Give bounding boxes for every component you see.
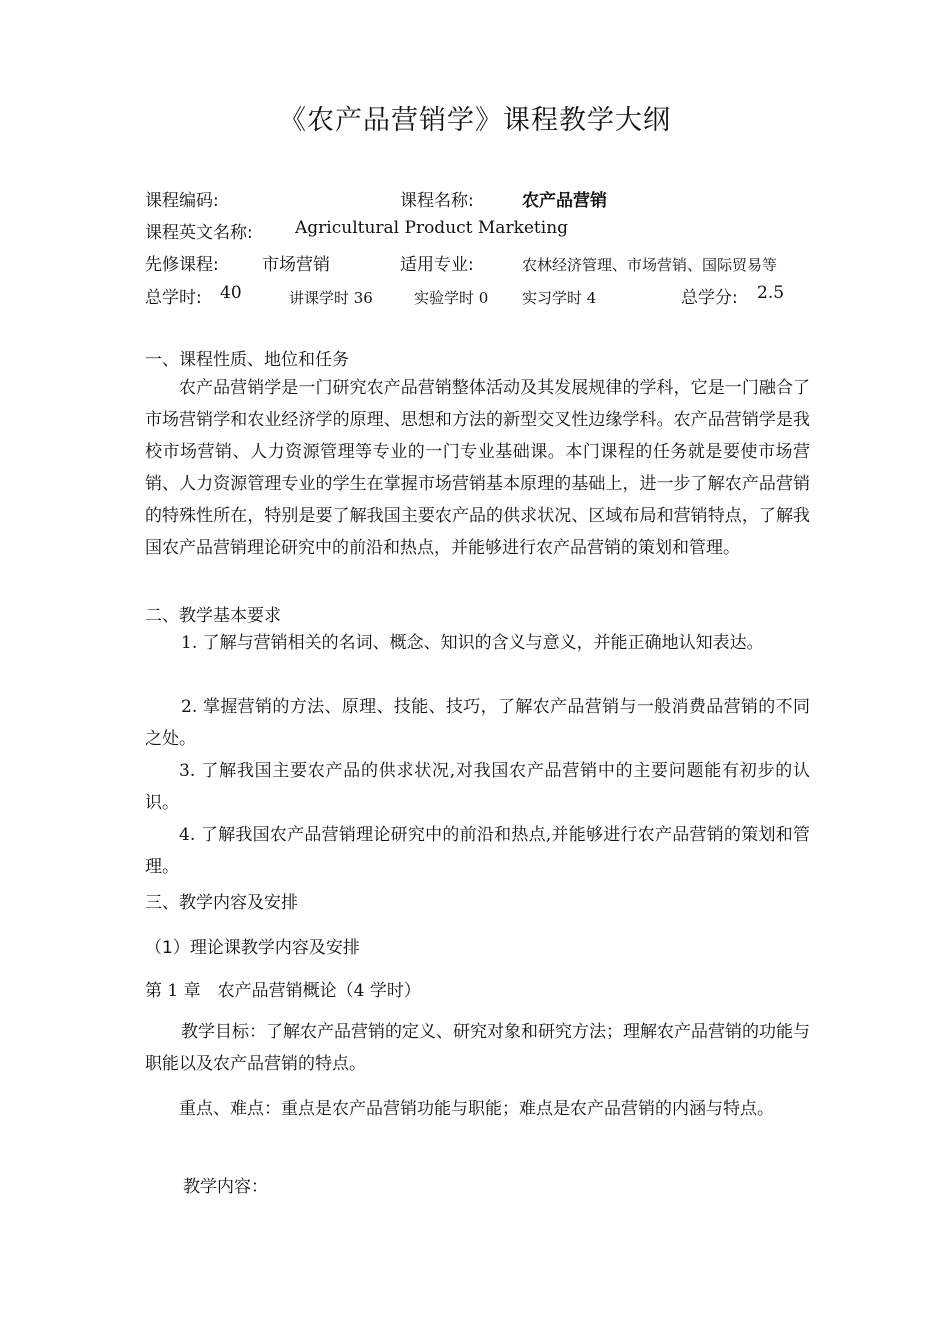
total-hours-value: 40: [220, 283, 242, 303]
total-credit-value: 2.5: [757, 283, 785, 303]
lecture-hours: 讲课学时 36: [289, 289, 373, 307]
teaching-goal: 教学目标：了解农产品营销的定义、研究对象和研究方法；理解农产品营销的功能与职能以及农产品营销的特点。: [145, 1022, 810, 1074]
prerequisite-value: 市场营销: [262, 255, 330, 275]
prerequisite-label: 先修课程:: [145, 255, 219, 275]
requirement-1: 1. 了解与营销相关的名词、概念、知识的含义与意义，并能正确地认知表达。: [181, 633, 764, 653]
course-code-label: 课程编码:: [145, 191, 219, 211]
course-name-value: 农产品营销: [522, 191, 607, 211]
practice-hours: 实习学时 4: [522, 289, 597, 307]
key-points: 重点、难点：重点是农产品营销功能与职能；难点是农产品营销的内涵与特点。: [179, 1099, 774, 1119]
applicable-major-value: 农林经济管理、市场营销、国际贸易等: [522, 256, 778, 274]
requirement-3: 3. 了解我国主要农产品的供求状况,对我国农产品营销中的主要问题能有初步的认识。: [145, 761, 810, 813]
teaching-content-label: 教学内容：: [183, 1177, 268, 1197]
section-2-heading: 二、教学基本要求: [145, 606, 281, 626]
chapter-1-heading: 第 1 章 农产品营销概论（4 学时）: [145, 981, 421, 1001]
section-1-body: 农产品营销学是一门研究农产品营销整体活动及其发展规律的学科，它是一门融合了市场营销学和农业经济学的原理、思想和方法的新型交叉性边缘学科。农产品营销学是我校市场营销、人力资源管理等专业的一门专业基础课。本门课程的任务就是要使市场营销、人力资源管理专业的学生在掌握市场营销基本原理的基础上，进一步了解农产品营销的特殊性所在，特别是要了解我国主要农产品的供求状况、区域布局和营销特点，了解我国农产品营销理论研究中的前沿和热点，并能够进行农产品营销的策划和管理。: [145, 378, 810, 558]
section-1-heading: 一、课程性质、地位和任务: [145, 350, 349, 370]
section-3-heading: 三、教学内容及安排: [145, 893, 298, 913]
course-english-name-value: Agricultural Product Marketing: [295, 218, 569, 238]
requirement-4: 4. 了解我国农产品营销理论研究中的前沿和热点,并能够进行农产品营销的策划和管理。: [145, 825, 810, 877]
subsection-theory: （1）理论课教学内容及安排: [145, 938, 360, 958]
requirement-2: 2. 掌握营销的方法、原理、技能、技巧，了解农产品营销与一般消费品营销的不同之处。: [145, 697, 810, 749]
course-english-name-label: 课程英文名称:: [145, 223, 253, 243]
lab-hours: 实验学时 0: [414, 289, 489, 307]
total-hours-label: 总学时:: [145, 288, 202, 308]
total-credit-label: 总学分:: [681, 288, 738, 308]
course-name-label: 课程名称:: [400, 191, 474, 211]
document-title: 《农产品营销学》课程教学大纲: [279, 105, 671, 136]
applicable-major-label: 适用专业:: [400, 255, 474, 275]
